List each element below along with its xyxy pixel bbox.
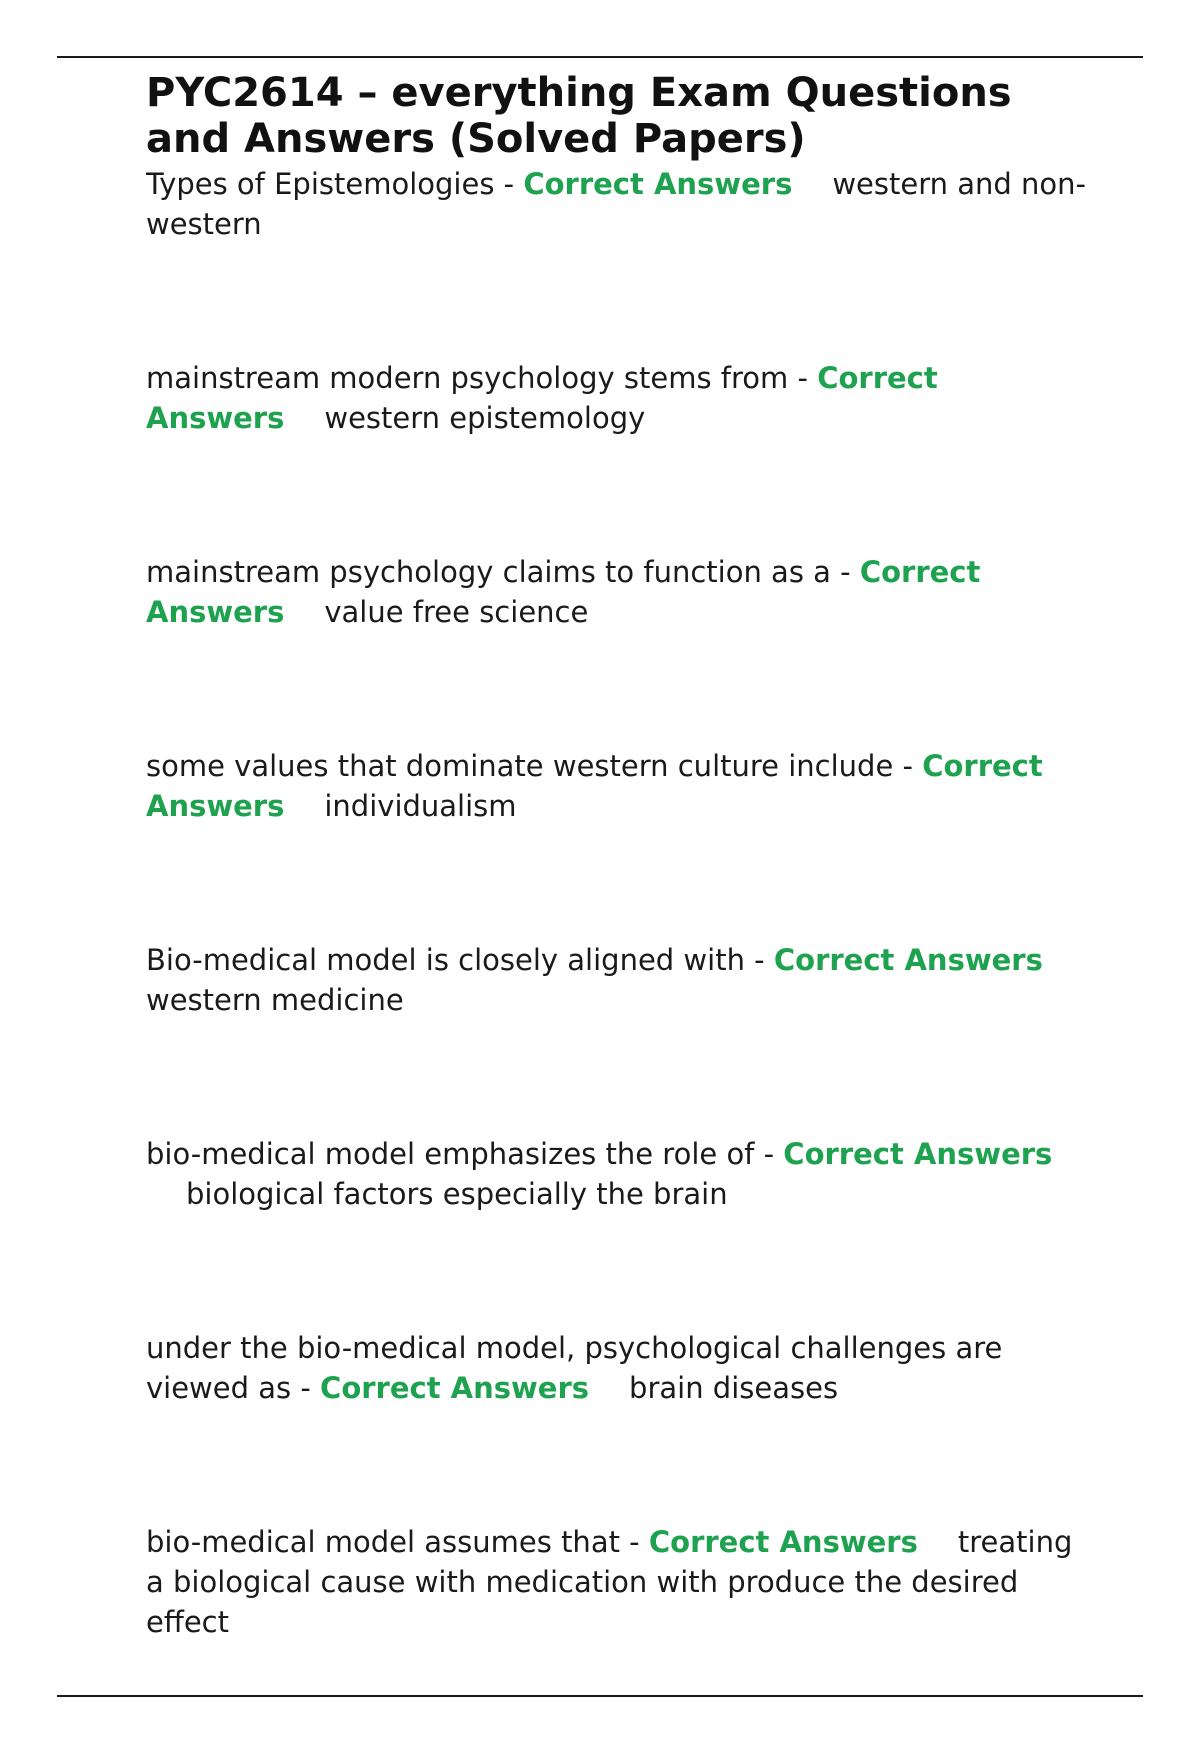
answer-text: western epistemology [324,401,646,435]
qa-item [146,746,1086,826]
answer-text: individualism [324,789,517,823]
qa-item [146,940,1086,1020]
top-rule [57,56,1143,58]
correct-answers-label: Correct Answers [783,1137,1053,1171]
correct-answers-label: Correct Answers [146,361,938,435]
correct-answers-label: Correct Answers [146,749,1043,823]
answer-text: brain diseases [629,1371,839,1405]
correct-answers-label: Correct Answers [146,555,981,629]
question-text: bio-medical model emphasizes the role of - [146,1137,784,1171]
qa-item [146,1522,1086,1642]
qa-item [146,1328,1086,1408]
document-body [146,70,1086,1756]
answer-text: western medicine [146,983,404,1017]
qa-item [146,358,1086,438]
question-text: Bio-medical model is closely aligned with - [146,943,774,977]
question-text: bio-medical model assumes that - [146,1525,649,1559]
correct-answers-label: Correct Answers [648,1525,918,1559]
answer-text: treating a biological cause with medication with produce the desired effect [146,1525,1073,1639]
correct-answers-label: Correct Answers [320,1371,590,1405]
question-text: mainstream psychology claims to function as a - [146,555,860,589]
qa-item [146,1134,1086,1214]
correct-answers-label: Correct Answers [773,943,1043,977]
question-text: under the bio-medical model, psychological challenges are viewed as - [146,1331,1003,1405]
answer-text: western and non-western [146,167,1086,241]
question-text: some values that dominate western culture include - [146,749,923,783]
answer-text: biological factors especially the brain [186,1177,728,1211]
answer-text: value free science [324,595,589,629]
page-title: PYC2614 – everything Exam Questions and Answers (Solved Papers) [146,70,1012,162]
correct-answers-label: Correct Answers [523,167,793,201]
qa-item [146,552,1086,632]
bottom-rule [57,1695,1143,1697]
qa-item [146,164,1086,244]
question-text: mainstream modern psychology stems from - [146,361,818,395]
question-text: Types of Epistemologies - [146,167,524,201]
